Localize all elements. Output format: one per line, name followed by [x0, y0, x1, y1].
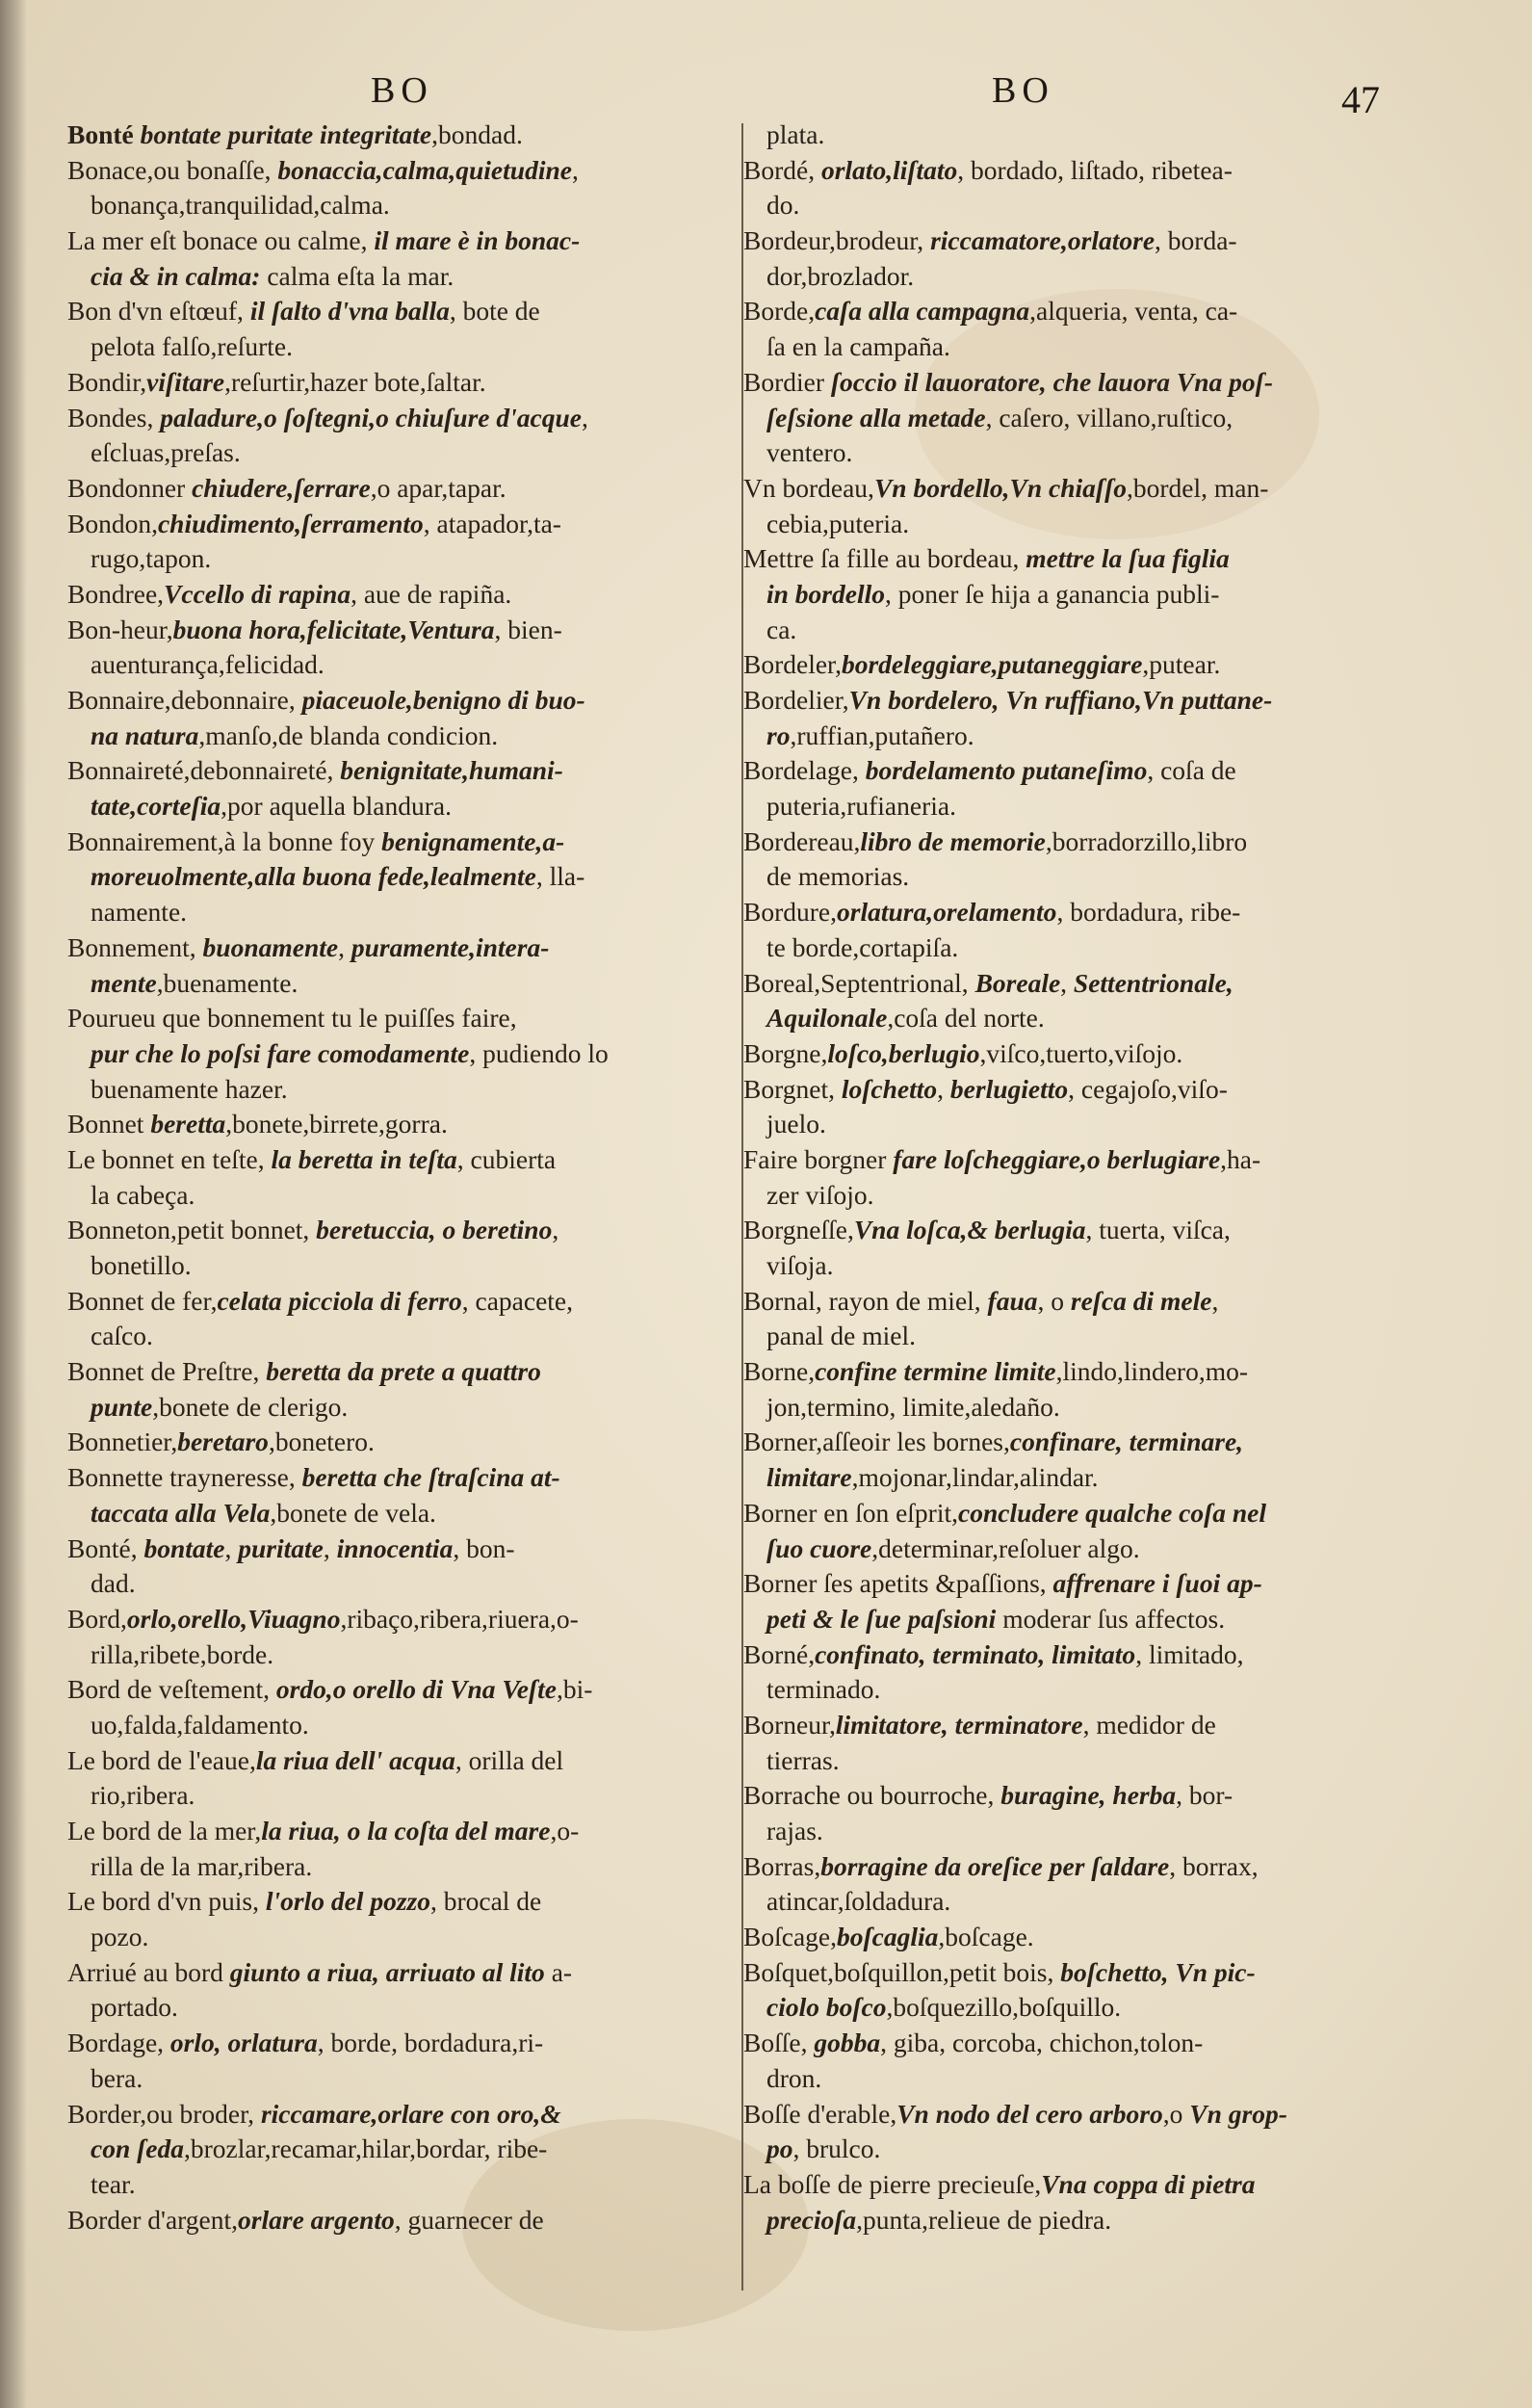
dictionary-line: limitare,mojonar,lindar,alindar. — [766, 1462, 1099, 1493]
dictionary-line: terminado. — [766, 1674, 881, 1705]
dictionary-line: Faire borgner fare loſcheggiare,o berlugiare,ha- — [743, 1143, 1261, 1174]
dictionary-line: Borne,confine termine limite,lindo,lindero,mo- — [743, 1356, 1248, 1387]
dictionary-line: dad. — [91, 1568, 136, 1599]
dictionary-line: ca. — [766, 614, 797, 644]
dictionary-line: ſa en la campaña. — [766, 331, 950, 362]
dictionary-line: Borner ſes apetits &paſſions, affrenare i ſuoi ap- — [743, 1568, 1262, 1599]
right-column — [743, 118, 1406, 2238]
dictionary-line: Boſcage,boſcaglia,boſcage. — [743, 1922, 1034, 1952]
dictionary-line: jon,termino, limite,aledaño. — [766, 1391, 1060, 1422]
dictionary-line: Vn bordeau,Vn bordello,Vn chiaſſo,bordel, man- — [743, 472, 1269, 503]
running-head-right: BO — [992, 70, 1054, 111]
dictionary-line: Borneur,limitatore, terminatore, medidor de — [743, 1709, 1216, 1740]
dictionary-line: Bonnairement,à la bonne foy benignamente,a- — [67, 825, 565, 856]
dictionary-line: bonetillo. — [91, 1250, 192, 1280]
dictionary-line: Bordier ſoccio il lauoratore, che lauora Vna poſ- — [743, 366, 1273, 397]
dictionary-line: Mettre ſa fille au bordeau, mettre la ſua figlia — [743, 543, 1230, 574]
dictionary-line: Bonace,ou bonaſſe, bonaccia,calma,quietudine, — [67, 154, 579, 185]
dictionary-line: dor,brozlador. — [766, 260, 915, 291]
dictionary-line: cia & in calma: calma eſta la mar. — [91, 260, 454, 291]
dictionary-line: Bon d'vn eſtœuf, il ſalto d'vna balla, bote de — [67, 296, 540, 327]
dictionary-line: rajas. — [766, 1816, 823, 1845]
dictionary-line: po, brulco. — [766, 2133, 881, 2164]
dictionary-line: do. — [766, 190, 800, 221]
dictionary-line: Arriué au bord giunto a riua, arriuato al lito a- — [67, 1956, 573, 1987]
dictionary-line: Boſquet,boſquillon,petit bois, boſchetto, Vn pic- — [743, 1956, 1256, 1987]
dictionary-line: atincar,ſoldadura. — [766, 1886, 951, 1917]
dictionary-line: Bonnaire,debonnaire, piaceuole,benigno di buo- — [67, 685, 585, 715]
dictionary-line: mente,buenamente. — [91, 967, 299, 998]
dictionary-line: Boreal,Septentrional, Boreale, Settentrionale, — [743, 967, 1233, 998]
dictionary-line: tate,corteſia,por aquella blandura. — [91, 791, 452, 822]
dictionary-line: Pourueu que bonnement tu le puiſſes faire, — [67, 1003, 517, 1034]
dictionary-line: Bonneton,petit bonnet, beretuccia, o beretino, — [67, 1215, 559, 1245]
dictionary-line: Bondir,viſitare,reſurtir,hazer bote,ſaltar. — [67, 366, 486, 397]
dictionary-line: Bordage, orlo, orlatura, borde, bordadura,ri- — [67, 2028, 544, 2058]
dictionary-line: Bonnet de Preſtre, beretta da prete a quattro — [67, 1356, 541, 1387]
dictionary-line: Bord,orlo,orello,Viuagno,ribaço,ribera,riuera,o- — [67, 1603, 579, 1634]
page-number: 47 — [1341, 78, 1380, 121]
dictionary-line: Border d'argent,orlare argento, guarnecer de — [67, 2204, 544, 2235]
dictionary-line: Bondon,chiudimento,ſerramento, atapador,ta- — [67, 508, 561, 538]
dictionary-line: plata. — [766, 119, 825, 149]
dictionary-line: auenturança,felicidad. — [91, 649, 325, 680]
dictionary-line: Bondes, paladure,o ſoſtegni,o chiuſure d'acque, — [67, 402, 588, 432]
dictionary-line: Aquilonale,coſa del norte. — [766, 1003, 1045, 1034]
dictionary-line: te borde,cortapiſa. — [766, 931, 959, 962]
dictionary-line: Boſſe, gobba, giba, corcoba, chichon,tolon- — [743, 2028, 1204, 2058]
dictionary-line: Le bord de l'eaue,la riua dell' acqua, orilla del — [67, 1744, 564, 1775]
dictionary-line: rilla de la mar,ribera. — [91, 1850, 313, 1881]
dictionary-line: ro,ruffian,putañero. — [766, 720, 974, 750]
dictionary-line: Borgneſſe,Vna loſca,& berlugia, tuerta, viſca, — [743, 1215, 1231, 1245]
dictionary-line: La mer eſt bonace ou calme, il mare è in bonac- — [67, 225, 581, 256]
dictionary-line: precioſa,punta,relieue de piedra. — [766, 2204, 1112, 2235]
dictionary-line: cebia,puteria. — [766, 508, 910, 538]
dictionary-line: ſuo cuore,determinar,reſoluer algo. — [766, 1532, 1140, 1563]
dictionary-line: Bonnaireté,debonnaireté, benignitate,humani- — [67, 755, 563, 786]
dictionary-line: peti & le ſue paſsioni moderar ſus affectos. — [766, 1603, 1226, 1634]
dictionary-line: Borné,confinato, terminato, limitato, limitado, — [743, 1638, 1244, 1669]
dictionary-line: moreuolmente,alla buona fede,lealmente, lla- — [91, 861, 585, 892]
dictionary-line: Le bord de la mer,la riua, o la coſta del mare,o- — [67, 1816, 580, 1845]
dictionary-line: ciolo boſco,boſquezillo,boſquillo. — [766, 1992, 1122, 2023]
dictionary-line: Bordure,orlatura,orelamento, bordadura, ribe- — [743, 897, 1241, 928]
dictionary-line: Bonnette trayneresse, beretta che ſtraſcina at- — [67, 1462, 560, 1493]
dictionary-line: viſoja. — [766, 1250, 834, 1280]
dictionary-line: de memorias. — [766, 861, 910, 892]
dictionary-line: Bordeler,bordeleggiare,putaneggiare,putear. — [743, 649, 1221, 680]
dictionary-line: Borrache ou bourroche, buragine, herba, bor- — [743, 1780, 1233, 1811]
dictionary-line: Bonnetier,beretaro,bonetero. — [67, 1426, 375, 1457]
dictionary-line: Bonté bontate puritate integritate,bondad. — [67, 119, 523, 149]
dictionary-line: Bordelage, bordelamento putaneſimo, coſa de — [743, 755, 1236, 786]
dictionary-line: juelo. — [766, 1109, 826, 1139]
dictionary-line: Bonnet beretta,bonete,birrete,gorra. — [67, 1109, 448, 1139]
dictionary-line: buenamente hazer. — [91, 1073, 288, 1104]
dictionary-line: zer viſojo. — [766, 1179, 874, 1210]
dictionary-line: Bordelier,Vn bordelero, Vn ruffiano,Vn puttane- — [743, 685, 1273, 715]
dictionary-line: Borde,caſa alla campagna,alqueria, venta, ca- — [743, 296, 1238, 327]
dictionary-line: punte,bonete de clerigo. — [91, 1391, 349, 1422]
dictionary-line: ſeſsione alla metade, caſero, villano,ruſtico, — [766, 402, 1233, 432]
dictionary-line: rilla,ribete,borde. — [91, 1638, 274, 1669]
dictionary-line: puteria,rufianeria. — [766, 791, 956, 822]
dictionary-line: pozo. — [91, 1922, 149, 1952]
dictionary-line: Borner,aſſeoir les bornes,confinare, terminare, — [743, 1426, 1244, 1457]
dictionary-line: Boſſe d'erable,Vn nodo del cero arboro,o Vn grop- — [743, 2098, 1287, 2129]
dictionary-line: uo,falda,faldamento. — [91, 1709, 309, 1740]
dictionary-line: tear. — [91, 2168, 136, 2199]
dictionary-line: tierras. — [766, 1744, 840, 1775]
dictionary-line: Bordeur,brodeur, riccamatore,orlatore, borda- — [743, 225, 1237, 256]
dictionary-line: rugo,tapon. — [91, 543, 212, 574]
dictionary-line: Borras,borragine da oreſice per ſaldare, borrax, — [743, 1850, 1259, 1881]
dictionary-line: con ſeda,brozlar,recamar,hilar,bordar, ribe- — [91, 2133, 548, 2164]
dictionary-line: bera. — [91, 2062, 143, 2093]
dictionary-line: Borner en ſon eſprit,concludere qualche coſa nel — [743, 1497, 1267, 1528]
page-gutter-edge — [0, 0, 27, 2408]
dictionary-line: rio,ribera. — [91, 1780, 195, 1811]
dictionary-line: la cabeça. — [91, 1179, 195, 1210]
dictionary-line: Border,ou broder, riccamare,orlare con oro,& — [67, 2098, 561, 2129]
dictionary-line: pelota falſo,reſurte. — [91, 331, 293, 362]
dictionary-line: Le bonnet en teſte, la beretta in teſta, cubierta — [67, 1143, 557, 1174]
dictionary-line: Bondree,Vccello di rapina, aue de rapiña. — [67, 578, 512, 609]
dictionary-line: ventero. — [766, 437, 853, 468]
dictionary-line: La boſſe de pierre precieuſe,Vna coppa di pietra — [743, 2168, 1256, 2199]
dictionary-line: pur che lo poſsi fare comodamente, pudiendo lo — [91, 1037, 609, 1068]
dictionary-line: Bordereau,libro de memorie,borradorzillo,libro — [743, 825, 1248, 856]
dictionary-line: Bondonner chiudere,ſerrare,o apar,tapar. — [67, 472, 506, 503]
dictionary-line: in bordello, poner ſe hija a ganancia publi- — [766, 578, 1220, 609]
running-head-left: BO — [371, 70, 433, 111]
dictionary-line: Le bord d'vn puis, l'orlo del pozzo, brocal de — [67, 1886, 542, 1917]
dictionary-line: Borgne,loſco,berlugio,viſco,tuerto,viſojo. — [743, 1037, 1183, 1068]
dictionary-line: namente. — [91, 897, 188, 928]
dictionary-line: na natura,manſo,de blanda condicion. — [91, 720, 499, 750]
dictionary-line: Bord de veſtement, ordo,o orello di Vna Veſte,bi- — [67, 1674, 593, 1705]
left-column — [67, 118, 732, 2238]
dictionary-line: Borgnet, loſchetto, berlugietto, cegajoſo,viſo- — [743, 1073, 1228, 1104]
dictionary-line: eſcluas,preſas. — [91, 437, 241, 468]
dictionary-line: Bornal, rayon de miel, faua, o reſca di mele, — [743, 1285, 1219, 1316]
dictionary-line: dron. — [766, 2062, 822, 2093]
dictionary-line: Bonnet de fer,celata picciola di ferro, capacete, — [67, 1285, 574, 1316]
dictionary-line: Bonté, bontate, puritate, innocentia, bon- — [67, 1532, 515, 1563]
dictionary-line: caſco. — [91, 1321, 153, 1351]
dictionary-line: Bordé, orlato,liſtato, bordado, liſtado, ribetea- — [743, 154, 1233, 185]
dictionary-line: Bon-heur,buona hora,felicitate,Ventura, bien- — [67, 614, 562, 644]
dictionary-line: panal de miel. — [766, 1321, 917, 1351]
dictionary-line: taccata alla Vela,bonete de vela. — [91, 1497, 436, 1528]
dictionary-line: bonança,tranquilidad,calma. — [91, 190, 390, 221]
dictionary-line: portado. — [91, 1992, 178, 2023]
dictionary-line: Bonnement, buonamente, puramente,interа- — [67, 931, 550, 962]
